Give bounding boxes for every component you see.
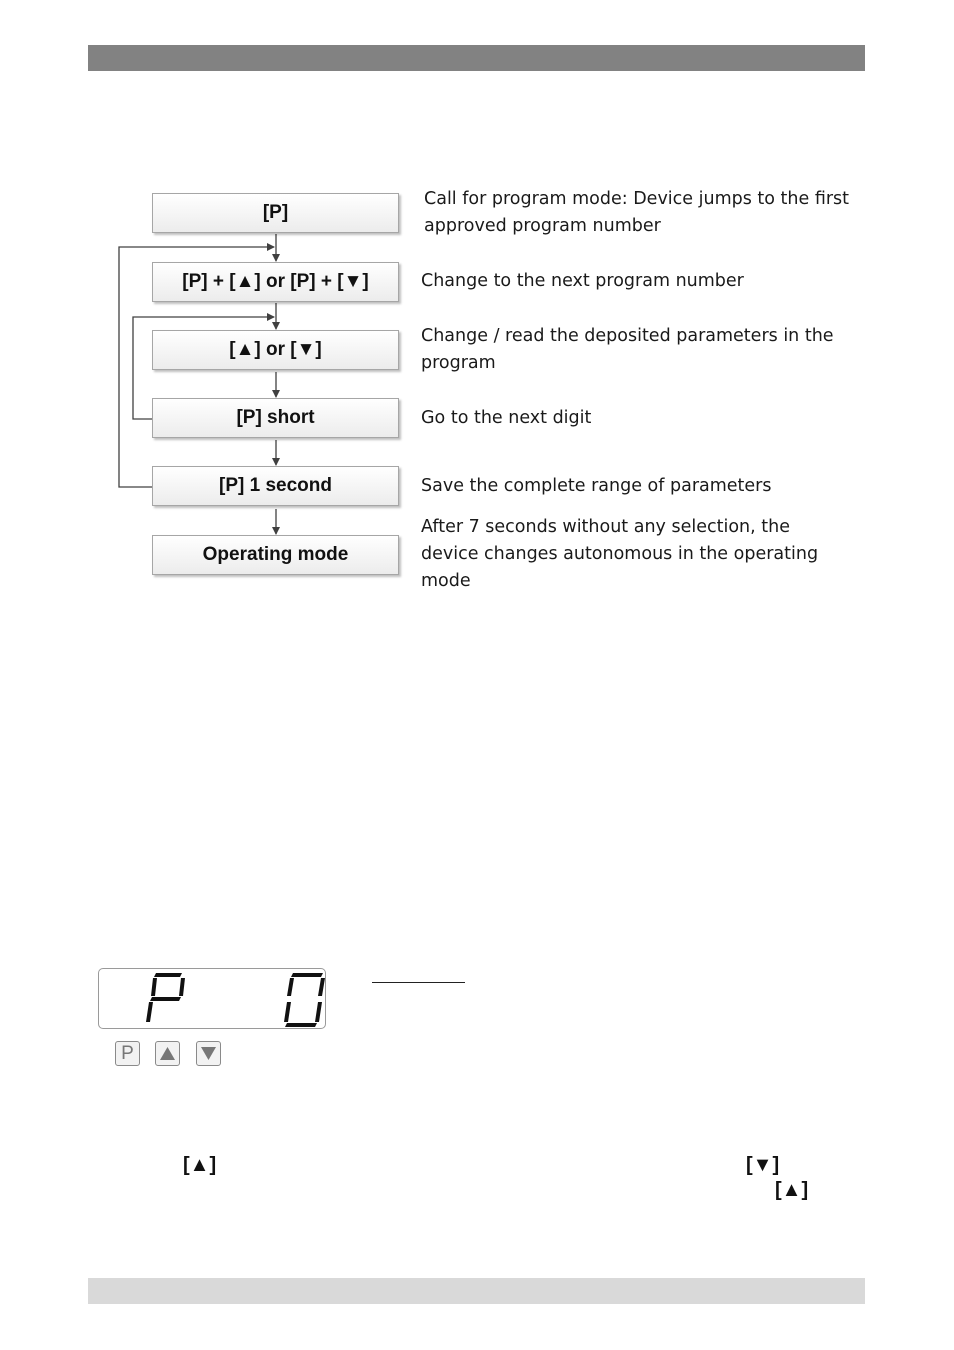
- up-key-reference: [▲]: [183, 1154, 217, 1176]
- flow-box-next-program: [P] + [▲] or [P] + [▼]: [152, 262, 399, 302]
- underline-mark: [372, 982, 465, 983]
- flow-description-next-program: Change to the next program number: [421, 271, 744, 291]
- p-key-label: P: [121, 1042, 134, 1064]
- flow-description-next-digit: Go to the next digit: [421, 408, 592, 428]
- device-display: [98, 968, 326, 1029]
- seven-segment-digits: [99, 969, 327, 1030]
- flow-box-change-parameters: [▲] or [▼]: [152, 330, 399, 370]
- down-triangle-icon[interactable]: [196, 1041, 221, 1066]
- flow-description-change-parameters: Change / read the deposited parameters in the program: [421, 326, 834, 373]
- down-key-reference: [▼]: [746, 1154, 780, 1176]
- flow-description-save-parameters: Save the complete range of parameters: [421, 476, 772, 496]
- flow-box-operating-mode: Operating mode: [152, 535, 399, 575]
- display-digit-left: [146, 973, 185, 1022]
- up-key-reference-2: [▲]: [775, 1179, 809, 1201]
- flow-box-p-1-second: [P] 1 second: [152, 466, 399, 506]
- flow-box-program-mode: [P]: [152, 193, 399, 233]
- flow-description-operating-mode: After 7 seconds without any selection, the device changes autonomous in the operating mode: [421, 517, 819, 591]
- up-triangle-icon[interactable]: [155, 1041, 180, 1066]
- footer-bar: [88, 1278, 865, 1304]
- display-digit-right: [284, 973, 325, 1027]
- flow-box-p-short: [P] short: [152, 398, 399, 438]
- display-value-right: [99, 969, 100, 970]
- p-key-icon[interactable]: [115, 1041, 140, 1066]
- flow-description-program-mode: Call for program mode: Device jumps to the first approved program number: [424, 189, 850, 236]
